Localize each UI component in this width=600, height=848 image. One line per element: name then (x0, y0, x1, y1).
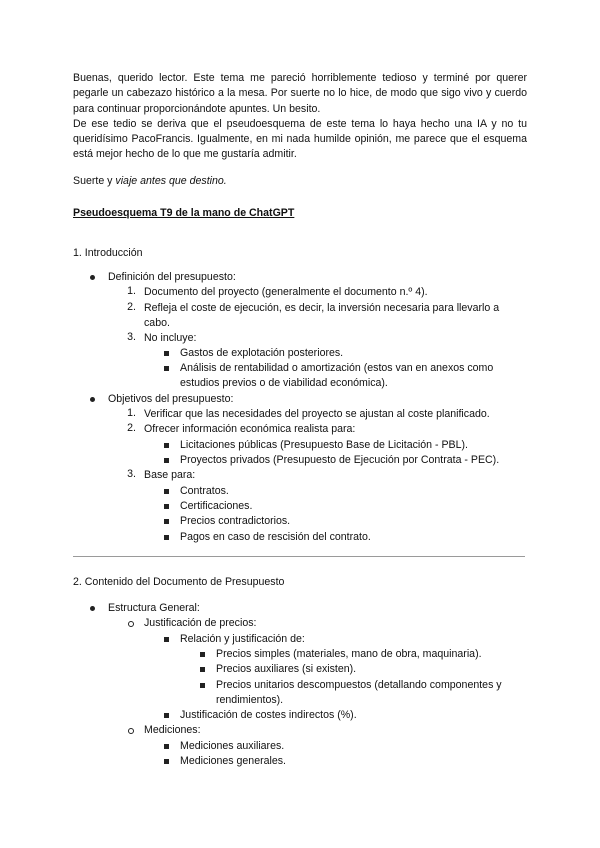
square-bullet-icon (164, 744, 169, 749)
list-number: 1. (127, 407, 136, 419)
bullet-dot-icon (90, 606, 95, 611)
list-item: Estructura General: (108, 602, 200, 614)
bullet-dot-icon (90, 397, 95, 402)
square-bullet-icon (164, 489, 169, 494)
list-item: Justificación de precios: (144, 617, 257, 629)
list-number: 1. (127, 285, 136, 297)
list-number: 3. (127, 468, 136, 480)
list-item: Gastos de explotación posteriores. (180, 347, 344, 359)
square-bullet-icon (164, 535, 169, 540)
square-bullet-icon (164, 351, 169, 356)
list-item: Análisis de rentabilidad o amortización (estos van en anexos como estudios previos o de viabilidad económica). (180, 362, 494, 390)
square-bullet-icon (200, 667, 205, 672)
list-item: Refleja el coste de ejecución, es decir, la inversión necesaria para llevarlo a cabo. (144, 302, 500, 330)
square-bullet-icon (164, 637, 169, 642)
list-item: Justificación de costes indirectos (%). (180, 709, 357, 721)
closing-line (73, 174, 227, 189)
list-item: Precios simples (materiales, mano de obra, maquinaria). (216, 648, 482, 660)
closing-prefix: Suerte y (73, 175, 116, 187)
list-number: 2. (127, 422, 136, 434)
list-item: Mediciones: (144, 724, 201, 736)
bullet-dot-icon (90, 275, 95, 280)
list-item: Definición del presupuesto: (108, 271, 236, 283)
list-item: Precios auxiliares (si existen). (216, 663, 357, 675)
list-item: Contratos. (180, 485, 229, 497)
list-item: Certificaciones. (180, 500, 253, 512)
section-2-heading: 2. Contenido del Documento de Presupuesto (73, 576, 285, 588)
circle-bullet-icon (128, 728, 134, 734)
section-1-heading: 1. Introducción (73, 247, 143, 259)
list-item: Ofrecer información económica realista para: (144, 423, 356, 435)
square-bullet-icon (200, 683, 205, 688)
list-item: Precios unitarios descompuestos (detallando componentes y rendimientos). (216, 679, 502, 707)
list-item: Objetivos del presupuesto: (108, 393, 234, 405)
list-item: Mediciones generales. (180, 755, 286, 767)
list-item: Verificar que las necesidades del proyecto se ajustan al coste planificado. (144, 408, 490, 420)
list-item: Mediciones auxiliares. (180, 740, 285, 752)
list-item: Precios contradictorios. (180, 515, 291, 527)
list-number: 2. (127, 301, 136, 313)
intro (73, 71, 527, 163)
square-bullet-icon (164, 366, 169, 371)
circle-bullet-icon (128, 621, 134, 627)
closing-italic: viaje antes que destino. (115, 175, 227, 187)
list-number: 3. (127, 331, 136, 343)
square-bullet-icon (164, 458, 169, 463)
intro-paragraph-2: De ese tedio se deriva que el pseudoesquema de este tema lo haya hecho una IA y no tu queridísimo PacoFrancis. Igualmente, en mi nada humilde opinión, me parece que el esquema está mejor hecho de lo que me gustaría admitir. (73, 117, 527, 161)
list-item: No incluye: (144, 332, 197, 344)
list-item: Pagos en caso de rescisión del contrato. (180, 531, 371, 543)
square-bullet-icon (164, 504, 169, 509)
list-item: Licitaciones públicas (Presupuesto Base de Licitación - PBL). (180, 439, 468, 451)
square-bullet-icon (164, 713, 169, 718)
list-item: Relación y justificación de: (180, 633, 305, 645)
horizontal-divider (73, 556, 525, 557)
list-item: Documento del proyecto (generalmente el documento n.º 4). (144, 286, 428, 298)
list-item: Base para: (144, 469, 196, 481)
document-title: Pseudoesquema T9 de la mano de ChatGPT (73, 207, 295, 219)
square-bullet-icon (164, 759, 169, 764)
square-bullet-icon (200, 652, 205, 657)
square-bullet-icon (164, 519, 169, 524)
intro-paragraph-1: Buenas, querido lector. Este tema me pareció horriblemente tedioso y terminé por querer pegarle un cabezazo histórico a la mesa. Por suerte no lo hice, de modo que sigo vivo y cuerdo para continuar proporcionándote apuntes. Un besito. (73, 72, 527, 115)
list-item: Proyectos privados (Presupuesto de Ejecución por Contrata - PEC). (180, 454, 500, 466)
square-bullet-icon (164, 443, 169, 448)
